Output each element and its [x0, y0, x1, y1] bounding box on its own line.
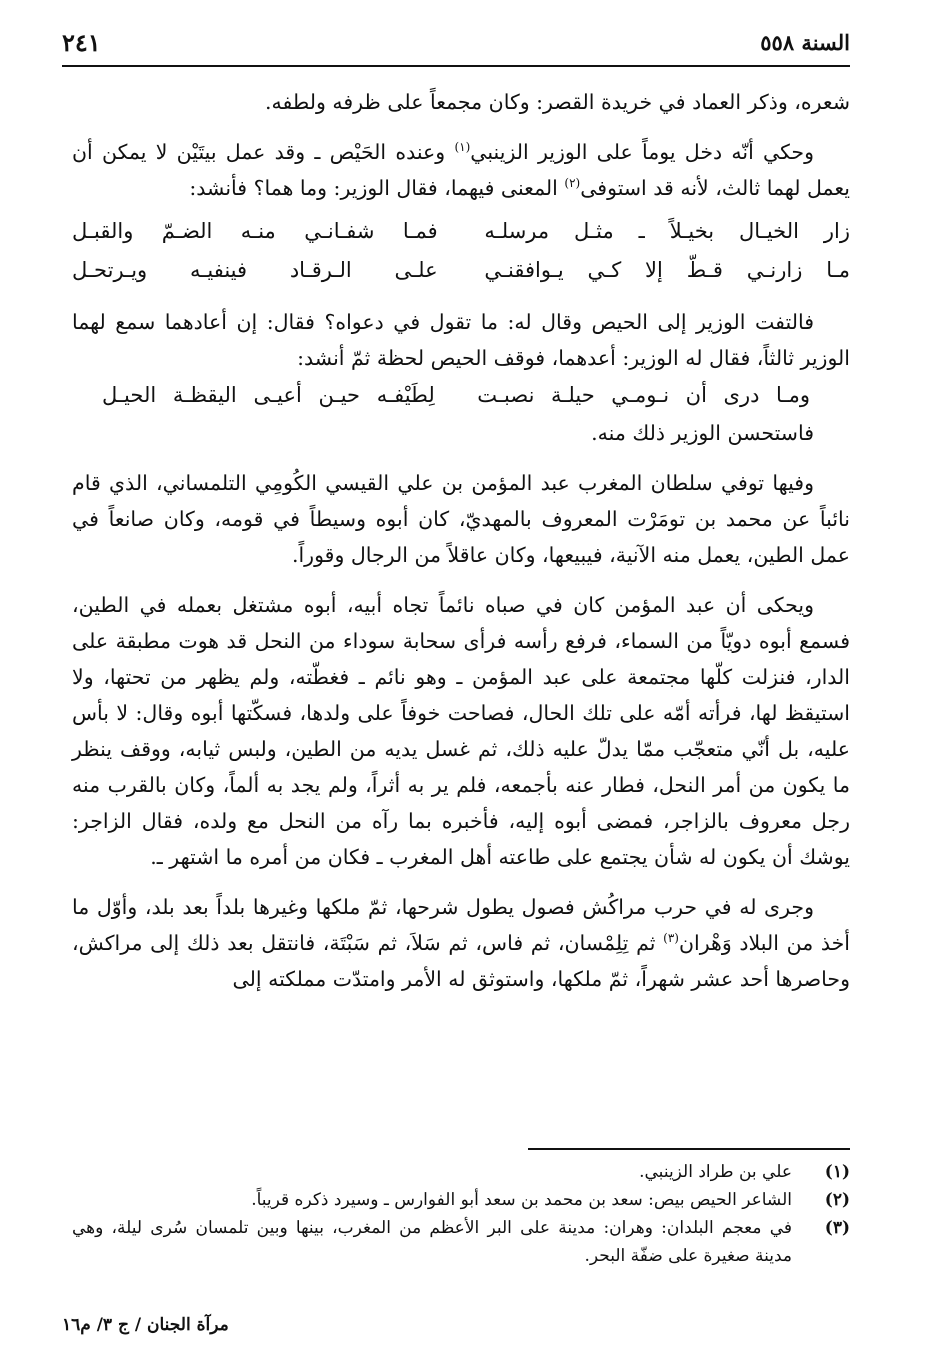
verse-1-first-hemistich: زار الخيـال بخيـلاً ـ مثـل مرسلـه: [484, 219, 850, 243]
footnote-2-text: الشاعر الحيص بيص: سعد بن محمد بن سعد أبو الفوارس ـ وسيرد ذكره قريباً.: [251, 1190, 792, 1210]
footnote-3: [72, 1214, 850, 1270]
footnote-ref-1: (١): [454, 140, 471, 155]
paragraph-2-part-a: وحكي أنّه دخل يوماً على الوزير الزينبي: [470, 140, 814, 164]
paragraph-1: شعره، وذكر العماد في خريدة القصر: وكان مجمعاً على ظرفه ولطفه.: [265, 90, 850, 114]
verse-1-second-hemistich: فمـا شفـانـي منـه الضـمّ والقبـل: [72, 219, 438, 243]
footnote-1-text: علي بن طراد الزينبي.: [639, 1162, 792, 1182]
footnote-ref-3: (٣): [663, 931, 679, 946]
paragraph-5: وفيها توفي سلطان المغرب عبد المؤمن بن علي القيسي الكُومِي التلمساني، الذي قام نائباً عن محمد بن تومَرْت المعروف بالمهديّ، كان أبوه وسيطاً في قومه، وكان صانعاً في عمل الطين، يعمل منه الآنية، فيبيعها، وكان عاقلاً من الرجال وقوراً.: [72, 471, 850, 567]
paragraph-7-part-b: ثم تِلِمْسان، ثم فاس، ثم سَلاَ، ثم سَبْتَة، فانتقل بعد ذلك إلى مراكش، وحاصرها أحد عشر شهراً، ثمّ ملكها، واستوثق له الأمر وامتدّت مملكته إلى: [72, 931, 850, 991]
main-text: [72, 84, 850, 997]
footnote-1-mark: (١): [824, 1162, 850, 1182]
page-header: [62, 28, 850, 62]
paragraph-2-part-c: المعنى فيهما، فقال الوزير: وما هما؟ فأنشد:: [189, 176, 565, 200]
verse-3-first-hemistich: ومـا درى أن نـومـي حيلـة نصبـت: [477, 383, 810, 407]
footnote-ref-2: (٢): [564, 176, 581, 191]
verse-2-second-hemistich: علـى الـرقـاد فينفيـه ويـرتحـل: [72, 258, 438, 282]
header-rule: [62, 65, 850, 67]
running-head: السنة ٥٥٨: [760, 30, 850, 55]
paragraph-3: فالتفت الوزير إلى الحيص وقال له: ما تقول في دعواه؟ فقال: إن أعادهما سمع لهما الوزير ثالثاً، فقال له الوزير: أعدهما، فوقف الحيص لحظة ثمّ أنشد:: [72, 310, 850, 370]
paragraph-7-part-a: وجرى له في حرب مراكُش فصول يطول شرحها، ثمّ ملكها وغيرها بلداً بعد بلد، وأوّل ما أخذ من البلاد وَهْران: [72, 895, 850, 955]
page-number: ٢٤١: [62, 28, 101, 57]
footnote-3-text: في معجم البلدان: وهران: مدينة على البر الأعظم من المغرب، بينها وبين تلمسان سُرى ليلة، وهي مدينة صغيرة على ضفّة البحر.: [72, 1218, 792, 1266]
paragraph-4: فاستحسن الوزير ذلك منه.: [591, 421, 814, 445]
footnote-3-mark: (٣): [824, 1218, 850, 1238]
footnote-2-mark: (٢): [824, 1190, 850, 1210]
paragraph-2: [72, 134, 850, 206]
verse-line-1: [72, 212, 850, 251]
verse-line-3: [72, 376, 850, 415]
footnote-rule: [528, 1148, 850, 1150]
book-signature: مرآة الجنان / ج ٣/ م١٦: [62, 1315, 229, 1335]
paragraph-6: ويحكى أن عبد المؤمن كان في صباه نائماً تجاه أبيه، أبوه مشتغل بعمله في الطين، فسمع أبوه دويّاً من السماء، فرفع رأسه فرأى سحابة سوداء من النحل قد هوت مطبقة على الدار، فنزلت كلّها مجتمعة على عبد المؤمن ـ وهو نائم ـ فغطّته، ولم يظهر من تحتها، ولا استيقظ لها، فرأته أمّه على تلك الحال، فصاحت خوفاً على ولدها، فسكّتها أبوه وقال: لا بأس عليه، بل أنّي متعجّب ممّا يدلّ عليه ذلك، ثم غسل يديه من الطين، ولبس ثيابه، ووقف ينظر ما يكون من أمر النحل، فطار عنه بأجمعه، فلم ير به أثراً، ولم يجد به ألماً، وكان بالقرب منه رجل معروف بالزاجر، فمضى أبوه إليه، فأخبره بما رآه من النحل مع ولده، فقال الزاجر: يوشك أن يكون له شأن يجتمع على طاعته أهل المغرب ـ فكان من أمره ما اشتهر ـ.: [72, 593, 850, 869]
footnote-1: [72, 1158, 850, 1186]
footnote-2: [72, 1186, 850, 1214]
verse-2-first-hemistich: مـا زارنـي قـطّ إلا كـي يـوافقنـي: [484, 258, 850, 282]
footnotes: [72, 1158, 850, 1270]
paragraph-7: [72, 889, 850, 997]
paragraph-2-part-b: وعنده الحَيْص ـ وقد عمل بيتَيْن لا يمكن أن يعمل لهما ثالث، لأنه قد استوفى: [72, 140, 850, 200]
verse-line-2: [72, 251, 850, 290]
verse-3-second-hemistich: لِطَيْفـه حيـن أعيـى اليقظـة الحيـل: [102, 383, 435, 407]
